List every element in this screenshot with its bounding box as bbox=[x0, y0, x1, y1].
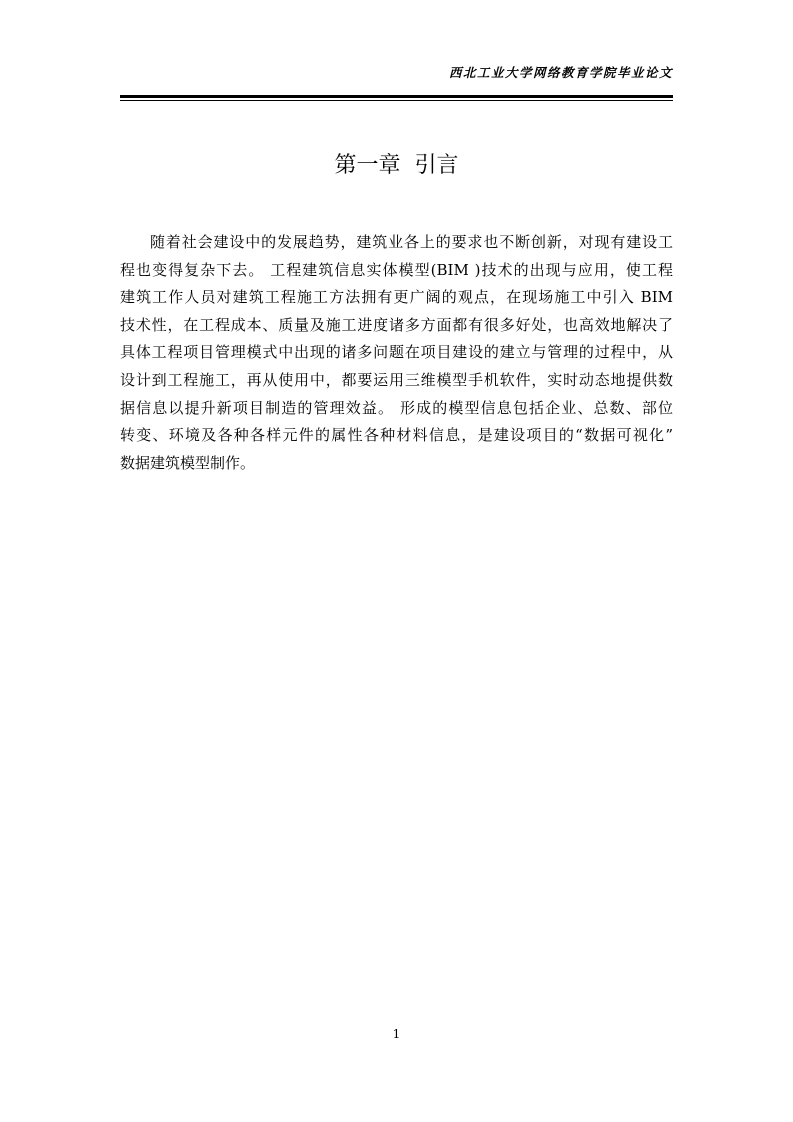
paragraph-line: 据信息以提升新项目制造的管理效益。 形成的模型信息包括企业、总数、部位 bbox=[120, 398, 673, 417]
body-paragraph bbox=[120, 229, 673, 477]
chapter-title: 第一章 引言 bbox=[334, 153, 459, 178]
page-number: 1 bbox=[392, 1027, 401, 1041]
header-rule-thin bbox=[120, 100, 673, 101]
paragraph-line: 技术性，在工程成本、质量及施工进度诸多方面都有很多好处，也高效地解决了 bbox=[120, 315, 673, 334]
paragraph-line: 转变、环境及各种各样元件的属性各种材料信息，是建设项目的“数据可视化” bbox=[120, 426, 673, 445]
paragraph-line: 数据建筑模型制作。 bbox=[120, 453, 256, 472]
paragraph-line: 程也变得复杂下去。 工程建筑信息实体模型(BIM )技术的出现与应用，使工程 bbox=[120, 260, 673, 279]
paragraph-line: 设计到工程施工，再从使用中，都要运用三维模型手机软件，实时动态地提供数 bbox=[120, 370, 673, 389]
paragraph-line: 具体工程项目管理模式中出现的诸多问题在项目建设的建立与管理的过程中，从 bbox=[120, 343, 673, 362]
paragraph-line: 建筑工作人员对建筑工程施工方法拥有更广阔的观点，在现场施工中引入 BIM bbox=[120, 288, 673, 307]
header-rule-thick bbox=[120, 95, 673, 98]
running-header: 西北工业大学网络教育学院毕业论文 bbox=[448, 65, 673, 80]
paragraph-line: 随着社会建设中的发展趋势，建筑业各上的要求也不断创新，对现有建设工 bbox=[150, 233, 673, 251]
